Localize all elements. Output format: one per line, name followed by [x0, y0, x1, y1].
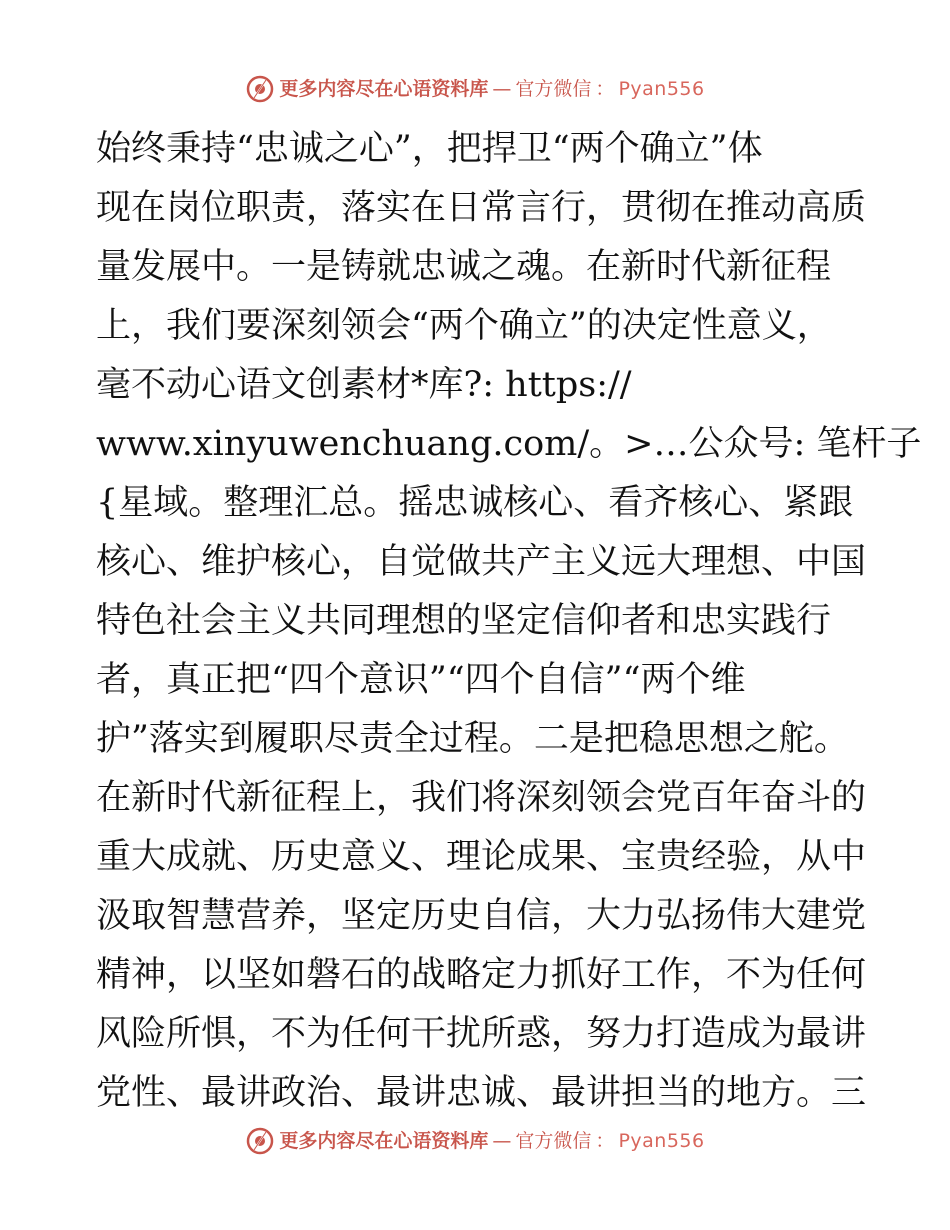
- pen-logo-icon: [245, 1126, 275, 1156]
- body-line: {星域。整理汇总。摇忠诚核心、看齐核心、紧跟: [96, 483, 854, 523]
- body-line: 现在岗位职责，落实在日常言行，贯彻在推动高质: [96, 188, 867, 228]
- body-line: 精神，以坚如磐石的战略定力抓好工作，不为任何: [96, 955, 867, 995]
- footer-watermark: [0, 1126, 950, 1156]
- body-line: 重大成就、历史意义、理论成果、宝贵经验，从中: [96, 837, 867, 877]
- watermark-separator: —: [492, 78, 512, 100]
- watermark-separator: —: [492, 1130, 512, 1152]
- body-line: 特色社会主义共同理想的坚定信仰者和忠实践行: [96, 601, 832, 641]
- watermark-handle: Pyan556: [618, 1130, 705, 1152]
- watermark-text: 更多内容尽在心语资料库: [279, 78, 489, 100]
- body-line: 汲取智慧营养，坚定历史自信，大力弘扬伟大建党: [96, 896, 867, 936]
- body-line: 量发展中。一是铸就忠诚之魂。在新时代新征程: [96, 247, 832, 287]
- body-line: 始终秉持“忠诚之心”，把捍卫“两个确立”体: [96, 129, 763, 169]
- watermark-text: 更多内容尽在心语资料库: [279, 1130, 489, 1152]
- body-line: 上，我们要深刻领会“两个确立”的决定性意义，: [96, 306, 832, 346]
- watermark-colon: ：: [595, 78, 615, 100]
- body-line: 核心、维护核心，自觉做共产主义远大理想、中国: [96, 542, 867, 582]
- watermark-label: 官方微信: [515, 1130, 592, 1152]
- body-line: 者，真正把“四个意识”“四个自信”“两个维: [96, 660, 746, 700]
- body-line: 护”落实到履职尽责全过程。二是把稳思想之舵。: [96, 719, 849, 759]
- body-line: 风险所惧，不为任何干扰所惑，努力打造成为最讲: [96, 1014, 867, 1054]
- watermark-colon: ：: [595, 1130, 615, 1152]
- body-line: 在新时代新征程上，我们将深刻领会党百年奋斗的: [96, 778, 867, 818]
- body-line: 毫不动心语文创素材*库?: https://: [96, 365, 632, 405]
- watermark-label: 官方微信: [515, 78, 592, 100]
- body-line: www.xinyuwenchuang.com/。>…公众号: 笔杆子: [96, 424, 922, 464]
- header-watermark: [0, 74, 950, 104]
- pen-logo-icon: [245, 74, 275, 104]
- body-line: 党性、最讲政治、最讲忠诚、最讲担当的地方。三: [96, 1073, 867, 1113]
- document-body: [96, 120, 922, 1123]
- watermark-handle: Pyan556: [618, 78, 705, 100]
